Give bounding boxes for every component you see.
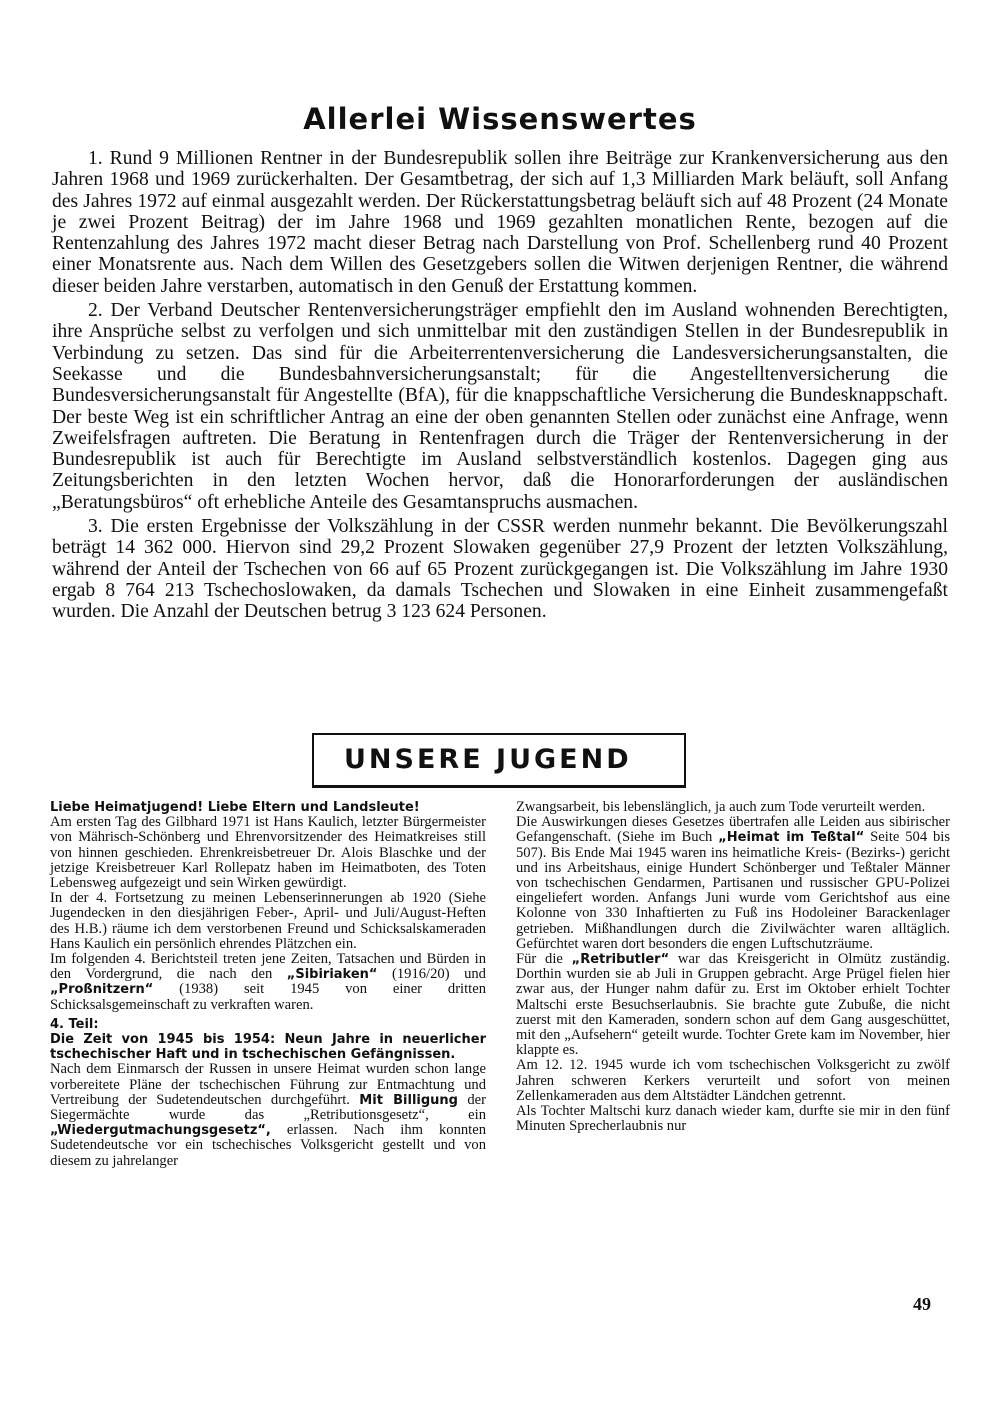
- text-run: Im folgenden 4. Berichtsteil treten jene Zeiten, Tatsachen und Bürden in den Vordergrund, die nach den: [50, 951, 486, 983]
- news-item-2: 2. Der Verband Deutscher Rentenversicherungsträger empfiehlt den im Ausland wohnenden Berechtigten, ihre Ansprüche selbst zu verfolgen und sich unmittelbar mit den zuständigen Stellen in der Bundesrepublik in Verbindung zu setzen. Das sind für die Arbeiterrentenversicherung die Landesversicherungsanstalten, die Seekasse und die Bundesbahnversicherungsanstalt; für die Angestelltenversicherung die Bundesversicherungsanstalt für Angestellte (BfA), für die knappschaftliche Versicherung die Bundesknappschaft. Der beste Weg ist ein schriftlicher Antrag an eine der oben genannten Stellen oder zunächst eine Anfrage, wenn Zweifelsfragen auftreten. Die Beratung in Rentenfragen durch die Träger der Rentenversicherung in der Bundesrepublik ist auch für Berechtigte im Ausland selbstverständlich kostenlos. Dagegen ging aus Zeitungsberichten in den letzten Wochen hervor, daß die Honorarforderungen der ausländischen „Beratungsbüros“ oft erhebliche Anteile des Gesamtanspruchs ausmachen.: [52, 300, 948, 513]
- news-section: [52, 148, 948, 626]
- text-run: erlassen. Nach ihm konnten Sudetendeutsche vor ein tschechisches Volksgericht gestellt und von diesem zu jahrelanger: [50, 1122, 487, 1169]
- bold-term: „Proßnitzern“: [50, 982, 154, 998]
- right-paragraph: [516, 815, 950, 952]
- bold-term: Mit Billigung: [359, 1092, 458, 1108]
- right-column: [516, 800, 950, 1134]
- bold-term: „Retributler“: [571, 952, 670, 968]
- left-paragraph: In der 4. Fortsetzung zu meinen Lebenserinnerungen ab 1920 (Siehe Jugendecken in den diesjährigen Feber-, April- und Juli/August-Heften des H.B.) räume ich dem verstorbenen Freund und Schicksalskameraden Hans Kaulich ein persönlich ehrendes Plätzchen ein.: [50, 890, 486, 952]
- news-item-3: 3. Die ersten Ergebnisse der Volkszählung in der CSSR werden nunmehr bekannt. Die Bevölkerungszahl beträgt 14 362 000. Hiervon sind 29,2 Prozent Slowaken gegenüber 27,9 Prozent der letzten Volkszählung, während der Anteil der Tschechen von 66 auf 65 Prozent zurückgegangen ist. Die Volkszählung im Jahre 1930 ergab 8 764 213 Tschechoslowaken, da damals Tschechen und Slowaken in eine Einheit zusammengefaßt wurden. Die Anzahl der Deutschen betrug 3 123 624 Personen.: [52, 516, 948, 623]
- section-title: UNSERE JUGEND: [344, 744, 632, 775]
- left-paragraph: Am ersten Tag des Gilbhard 1971 ist Hans Kaulich, letzter Bürgermeister von Mährisch-Schönberg und Ehrenvorsitzender des Heimatkreises still von hinnen geschieden. Ehrenkreisbetreuer Dr. Alois Blaschke und der jetzige Kreisbetreuer Karl Rollepatz haben im Heimatboten, des Toten Lebensweg aufgezeigt und sein Wirken gewürdigt.: [50, 814, 486, 892]
- text-run: Seite 504 bis 507). Bis Ende Mai 1945 waren ins heimatliche Kreis- (Bezirks-) gericht und ins Arbeitshaus, einige Hundert Schönberger und Teßtaler Männer von tschechischen Gendarmen, Partisanen und russischer GPU-Polizei eingeliefert worden. Anfangs Juni wurde vom Gerichtshof aus eine Kolonne von 330 Inhaftierten zu Fuß ins Hodoleiner Barackenlager getrieben. Mißhandlungen durch die Zivilwächter waren alltäglich. Gefürchtet waren dort besonders die engen Luftschutzräume.: [516, 829, 951, 952]
- text-run: (1916/20) und: [392, 966, 486, 983]
- page-heading: Allerlei Wissenswertes: [303, 102, 697, 136]
- right-paragraph: Am 12. 12. 1945 wurde ich vom tschechischen Volksgericht zu zwölf Jahren schweren Kerkers verurteilt und sofort von meinen Zellenkameraden aus dem Altstädter Ländchen getrennt.: [516, 1057, 950, 1104]
- bold-term: „Sibiriaken“: [286, 967, 378, 983]
- left-paragraph: [50, 952, 486, 1013]
- text-run: Nach dem Einmarsch der Russen in unsere Heimat wurden schon lange vorbereitete Pläne der tschechischen Führung zur Entmachtung und Vertreibung der Sudetendeutschen durchgeführt.: [50, 1061, 486, 1108]
- text-run: Die Auswirkungen dieses Gesetzes übertrafen alle Leiden aus sibirischer Gefangenschaft. (Siehe im Buch: [516, 814, 950, 846]
- right-paragraph: Als Tochter Maltschi kurz danach wieder kam, durfte sie mir in den fünf Minuten Sprecherlaubnis nur: [516, 1103, 950, 1135]
- page-number: 49: [913, 1294, 931, 1314]
- bold-term: „Heimat im Teßtal“: [718, 830, 865, 846]
- news-item-1: 1. Rund 9 Millionen Rentner in der Bundesrepublik sollen ihre Beiträge zur Krankenversicherung aus den Jahren 1968 und 1969 zurückerhalten. Der Gesamtbetrag, der sich auf 1,3 Milliarden Mark beläuft, soll Anfang des Jahres 1972 auf einmal ausgezahlt werden. Der Rückerstattungsbetrag beläuft sich auf 48 Prozent (24 Monate je zwei Prozent Beitrag) der im Jahre 1968 und 1969 gezahlten monatlichen Rente, bezogen auf die Rentenzahlung des Jahres 1972 macht dieser Betrag nach Darstellung von Prof. Schellenberg rund 40 Prozent einer Monatsrente aus. Nach dem Willen des Gesetzgebers sollen die Witwen derjenigen Rentner, die während dieser beiden Jahre verstarben, automatisch in den Genuß der Erstattung kommen.: [52, 148, 948, 297]
- text-run: der Siegermächte wurde das „Retributionsgesetz“, ein: [50, 1091, 486, 1124]
- bold-term: „Wiedergutmachungsgesetz“,: [50, 1123, 271, 1139]
- part-title: Die Zeit von 1945 bis 1954: Neun Jahre in neuerlicher tschechischer Haft und in tschechischen Gefängnissen.: [50, 1032, 486, 1063]
- text-run: Für die: [516, 951, 563, 968]
- right-paragraph: [516, 952, 950, 1058]
- greeting: Liebe Heimatjugend! Liebe Eltern und Landsleute!: [50, 800, 420, 815]
- text-run: (1938) seit 1945 von einer dritten Schicksalsgemeinschaft zu verkraften waren.: [50, 981, 486, 1013]
- part-label: 4. Teil:: [50, 1016, 99, 1032]
- right-paragraph: Zwangsarbeit, bis lebenslänglich, ja auch zum Tode verurteilt werden.: [516, 799, 926, 815]
- left-paragraph: [50, 1062, 486, 1168]
- left-column: [50, 800, 486, 1169]
- text-run: war das Kreisgericht in Olmütz zuständig. Dorthin wurden sie ab Juli in Gruppen gebracht. Arge Prügel fielen hier zwar aus, der Hunger nahm dafür zu. Erst im Oktober erhielt Tochter Maltschi erste Besuchserlaubnis. Sie brachte gute Zubuße, die nicht zuerst mit den Kameraden, sondern schon auf dem Gang ausgeschüttet, mit den „Aufsehern“ geteilt wurde. Tochter Grete kam im November, hier klappte es.: [516, 951, 950, 1059]
- section-title-box: [312, 733, 686, 788]
